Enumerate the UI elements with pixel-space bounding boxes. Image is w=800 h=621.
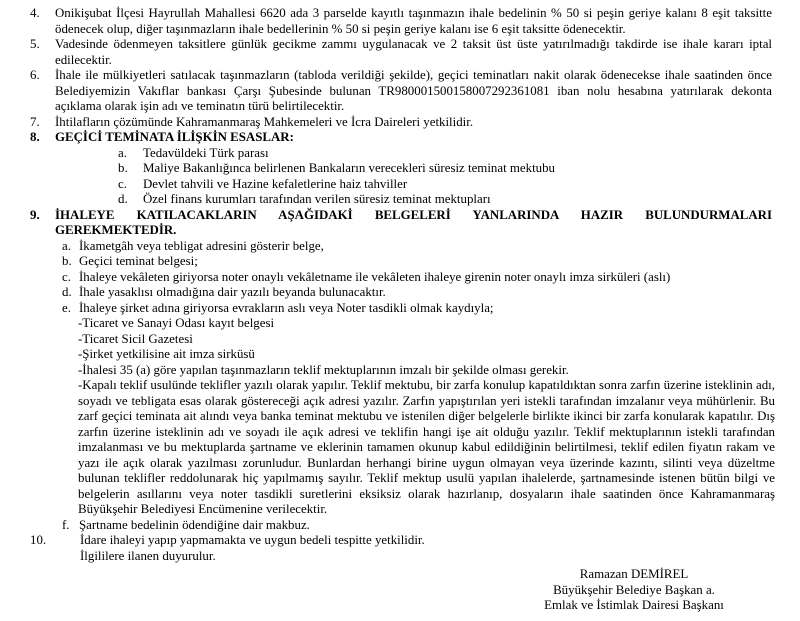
dash-line-ticaret-odasi: -Ticaret ve Sanayi Odası kayıt belgesi [78,316,275,330]
dash-line-sicil-gazetesi: -Ticaret Sicil Gazetesi [78,331,193,346]
sub-item-9e [0,301,800,317]
sub-item-8c [0,177,800,193]
sub-item-letter: a. [62,238,71,253]
section-heading-line2: GEREKMEKTEDİR. [55,223,177,237]
sub-item-letter: b. [118,161,128,175]
sub-item-text: Geçici teminat belgesi; [79,254,198,268]
sub-item-letter: e. [62,300,71,315]
sub-item-letter: b. [62,254,72,268]
sub-item-8b [0,161,800,177]
sub-item-8d [0,192,800,208]
item-text: Vadesinde ödenmeyen taksitlere günlük gecikme zammı uygulanacak ve 2 taksit üst üste yatırılmadığı takdirde ise ihale kararı iptal edilecektir. [55,37,772,67]
item-text: İdare ihaleyi yapıp yapmamakta ve uygun bedeli tespitte yetkilidir. [80,533,425,547]
signer-title-1: Büyükşehir Belediye Başkan a. [553,582,715,597]
sub-item-letter: d. [118,192,128,206]
dash-line-imza-sirkusu: -Şirket yetkilisine ait imza sirküsü [78,347,255,361]
spacer [30,549,80,565]
kapali-teklif-paragraph: -Kapalı teklif usulünde teklifler yazılı olarak yapılır. Teklif mektubu, bir zarfa konulup kapatıldıktan sonra zarfın üzerine isteklinin adı, soyadı ve tebligata esas olarak göstereceği açık adresi yazılır. Zarfın yapıştırılan yeri istekli tarafından imzalanır veya mühürlenir. Bu zarf geçici teminata ait alındı veya banka teminat mektubu ve istenilen diğer belgelerle birlikte ikinci bir zarfa konularak kapatılır. Dış zarfın üzerine isteklinin adı ve soyadı ile açık adresi ve teklifin hangi işe ait olduğu yazılır. Teklif mektuplarının istekli tarafından imzalanması ve bu mektuplarda şartname ve eklerinin tamamen okunup kabul edildiğinin belirtilmesi, teklif edilen fiyatın rakam ve yazı ile açık olarak yazılması zorunludur. Bunlardan herhangi birine uygun olmayan veya üzerinde kazıntı, silinti veya düzeltme bulunan teklifler reddolunarak hiç yapılmamış sayılır. Teklif mektup usulü yapılan ihalelerde, şartnamesinde istenen bütün bilgi ve belgelerin asıllarını veya noter tasdikli suretlerini eksiksiz olarak hazırlanıp, dosyaların ihale saatinden önce Kahramanmaraş Büyükşehir Belediyesi Encümenine verilecektir. [78,378,775,516]
section-heading-teminat: GEÇİCİ TEMİNATA İLİŞKİN ESASLAR: [55,130,294,144]
sub-item-letter: c. [62,269,71,284]
item-number: 9. [30,207,40,222]
closing-line [0,549,800,565]
item-text: İhtilafların çözümünde Kahramanmaraş Mahkemeleri ve İcra Daireleri yetkilidir. [55,114,474,129]
sub-item-9b [0,254,800,270]
sub-item-letter: c. [118,176,127,191]
list-item-6 [0,68,800,115]
sub-item-text: Özel finans kurumları tarafından verilen süresiz teminat mektupları [143,192,491,206]
closing-text: İlgililere ilanen duyurulur. [80,548,216,563]
section-heading-line1: İHALEYE KATILACAKLARIN AŞAĞIDAKİ BELGELERİ YANLARINDA HAZIR BULUNDURMALARI [55,207,772,222]
sub-item-letter: a. [118,145,127,160]
item-number: 6. [30,68,40,82]
item-number: 10. [30,533,47,547]
list-item-10 [0,533,800,549]
sub-item-9f [0,518,800,534]
sub-item-text: Maliye Bakanlığınca belirlenen Bankaların verecekleri süresiz teminat mektubu [143,161,555,175]
signer-title-2: Emlak ve İstimlak Dairesi Başkanı [544,598,724,612]
sub-item-text: İhaleye şirket adına giriyorsa evrakların aslı veya Noter tasdikli olmak kaydıyla; [79,300,494,315]
list-item-8 [0,130,800,146]
sub-item-8a [0,146,800,162]
sub-item-text: İhale yasaklısı olmadığına dair yazılı beyanda bulunacaktır. [79,285,386,299]
sub-item-9a [0,239,800,255]
list-item-9 [0,208,800,239]
item-number: 5. [30,37,40,51]
list-item-5 [0,37,800,68]
sub-item-text: Şartname bedelinin ödendiğine dair makbuz. [79,517,310,532]
item-number: 8. [30,130,40,144]
dash-line-ihalesi-35a: -İhalesi 35 (a) göre yapılan taşınmazların teklif mektuplarının imzalı bir şekilde olması gerekir. [78,362,569,377]
sub-item-text: İhaleye vekâleten giriyorsa noter onaylı vekâletname ile vekâleten ihaleye girenin noter onaylı imza sirküleri (aslı) [79,269,671,284]
item-number: 4. [30,6,40,20]
item-number: 7. [30,114,40,129]
signer-name: Ramazan DEMİREL [579,567,689,581]
sub-item-9c [0,270,800,286]
sub-item-text: İkametgâh veya tebligat adresini gösterir belge, [79,238,324,253]
sub-item-text: Tedavüldeki Türk parası [143,145,269,160]
list-item-7 [0,115,800,131]
sub-item-9d [0,285,800,301]
sub-item-letter: f. [62,517,70,532]
item-text: Onikişubat İlçesi Hayrullah Mahallesi 6620 ada 3 parselde kayıtlı taşınmazın ihale bedelinin % 50 si peşin geriye kalanı 8 eşit taksitte ödenecek olup, diğer taşınmazların ihale bedellerinin % 50 si peşin geriye kalanı ise 6 eşit taksitte ödenecektir. [55,6,772,36]
sub-item-text: Devlet tahvili ve Hazine kefaletlerine haiz tahviller [143,176,408,191]
signature-block [484,567,784,614]
sub-item-letter: d. [62,285,72,299]
item-text: İhale ile mülkiyetleri satılacak taşınmazların (tabloda verildiği şekilde), geçici teminatları nakit olarak ödenecekse ihale saatinden önce Belediyemizin Vakıflar bankası Çarşı Şubesinde bulunan TR980001500158007292361081 iban nolu hesabına yatırılarak dekonta açıklama olarak işin adı ve teminatın türü belirtilecektir. [55,68,772,113]
list-item-4 [0,6,800,37]
section-heading-belgeler [55,208,772,239]
